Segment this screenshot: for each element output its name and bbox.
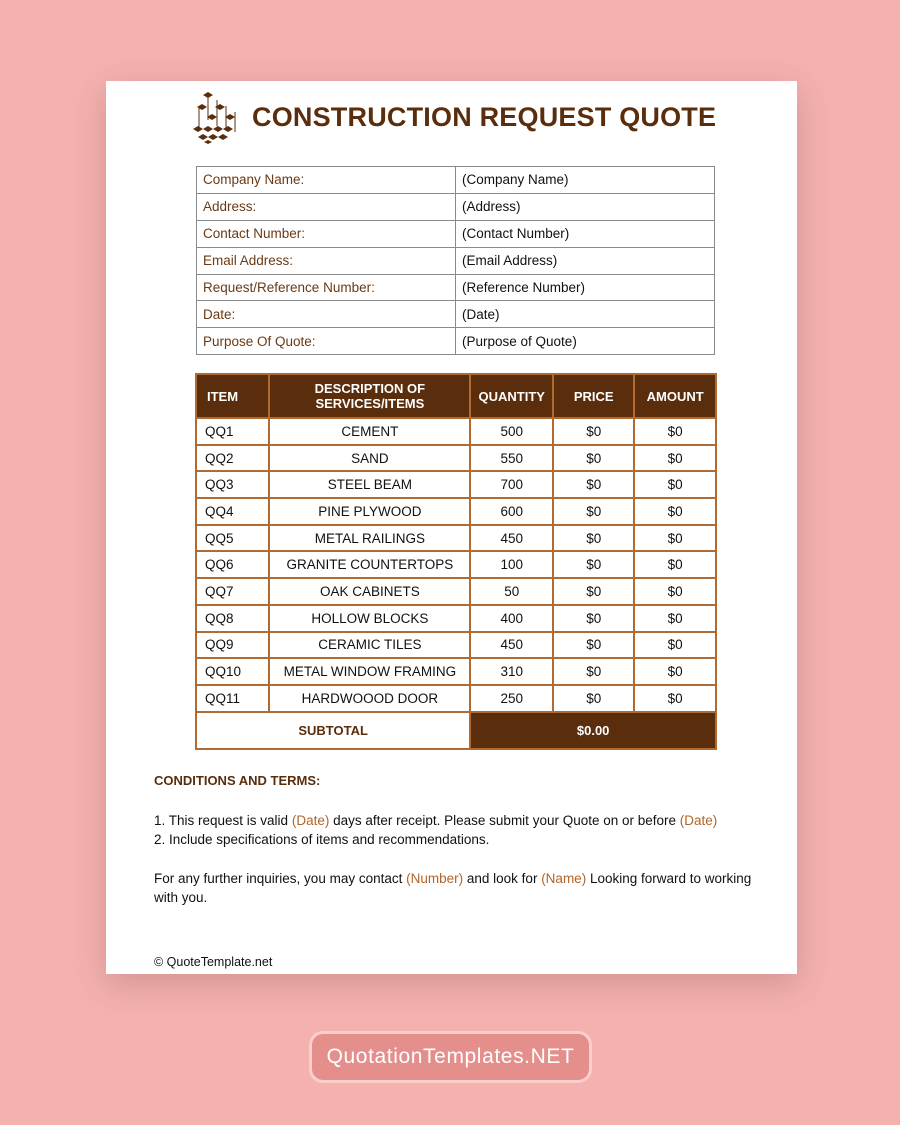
cell-amount[interactable]: $0: [635, 419, 715, 444]
cell-item[interactable]: QQ9: [197, 633, 268, 658]
cell-amount[interactable]: $0: [635, 552, 715, 577]
info-value[interactable]: (Date): [456, 301, 715, 328]
info-row: [197, 301, 715, 328]
info-label: Email Address:: [197, 247, 456, 274]
contact-text: Looking forward to working with you.: [154, 870, 752, 905]
cell-price[interactable]: $0: [554, 419, 633, 444]
cell-quantity[interactable]: 310: [471, 659, 552, 684]
cell-quantity[interactable]: 700: [471, 472, 552, 497]
cell-description[interactable]: GRANITE COUNTERTOPS: [270, 552, 469, 577]
table-row: [197, 579, 715, 604]
copyright-notice: © QuoteTemplate.net: [154, 955, 273, 969]
cell-quantity[interactable]: 100: [471, 552, 552, 577]
cell-quantity[interactable]: 450: [471, 526, 552, 551]
cell-quantity[interactable]: 250: [471, 686, 552, 711]
cell-amount[interactable]: $0: [635, 686, 715, 711]
items-header-row: [197, 375, 715, 417]
number-placeholder[interactable]: (Number): [406, 870, 464, 886]
subtotal-label: SUBTOTAL: [197, 713, 469, 748]
terms-item-1: [154, 811, 754, 831]
info-value[interactable]: (Company Name): [456, 167, 715, 194]
table-row: [197, 633, 715, 658]
cell-price[interactable]: $0: [554, 472, 633, 497]
cell-description[interactable]: METAL RAILINGS: [270, 526, 469, 551]
date-placeholder[interactable]: (Date): [291, 812, 330, 828]
header-quantity: QUANTITY: [471, 375, 552, 417]
document-title: CONSTRUCTION REQUEST QUOTE: [252, 101, 717, 132]
cell-description[interactable]: CEMENT: [270, 419, 469, 444]
info-value[interactable]: (Contact Number): [456, 220, 715, 247]
header-description-line1: DESCRIPTION OF: [314, 381, 426, 396]
cell-amount[interactable]: $0: [635, 606, 715, 631]
cell-price[interactable]: $0: [554, 552, 633, 577]
terms-title: CONDITIONS AND TERMS:: [154, 773, 321, 788]
name-placeholder[interactable]: (Name): [541, 870, 587, 886]
cell-amount[interactable]: $0: [635, 579, 715, 604]
subtotal-value: $0.00: [471, 713, 715, 748]
header-price: PRICE: [554, 375, 633, 417]
info-label: Purpose Of Quote:: [197, 328, 456, 355]
cell-quantity[interactable]: 400: [471, 606, 552, 631]
cell-description[interactable]: CERAMIC TILES: [270, 633, 469, 658]
date-placeholder[interactable]: (Date): [679, 812, 718, 828]
info-label: Company Name:: [197, 167, 456, 194]
cell-quantity[interactable]: 50: [471, 579, 552, 604]
cell-amount[interactable]: $0: [635, 659, 715, 684]
document-page: [106, 81, 797, 974]
stacked-cubes-icon: [190, 90, 244, 144]
table-row: [197, 526, 715, 551]
header-description: [270, 375, 469, 417]
spacer: [154, 850, 754, 869]
header-description-line2: SERVICES/ITEMS: [315, 396, 425, 411]
terms-item-2: 2. Include specifications of items and recommendations.: [154, 832, 490, 847]
cell-amount[interactable]: $0: [635, 526, 715, 551]
terms-text: 1. This request is valid: [154, 812, 292, 828]
cell-item[interactable]: QQ1: [197, 419, 268, 444]
document-header: [190, 87, 716, 147]
cell-item[interactable]: QQ6: [197, 552, 268, 577]
header-item: ITEM: [197, 375, 268, 417]
info-label: Address:: [197, 193, 456, 220]
items-table: [195, 373, 717, 750]
info-row: [197, 193, 715, 220]
info-value[interactable]: (Address): [456, 193, 715, 220]
cell-quantity[interactable]: 600: [471, 499, 552, 524]
cell-price[interactable]: $0: [554, 633, 633, 658]
info-value[interactable]: (Purpose of Quote): [456, 328, 715, 355]
cell-item[interactable]: QQ10: [197, 659, 268, 684]
info-row: [197, 328, 715, 355]
terms-text: days after receipt. Please submit your Quote on or before: [329, 812, 680, 828]
cell-description[interactable]: SAND: [270, 446, 469, 471]
header-amount: AMOUNT: [635, 375, 715, 417]
cell-item[interactable]: QQ11: [197, 686, 268, 711]
cell-amount[interactable]: $0: [635, 633, 715, 658]
contact-paragraph: [154, 869, 754, 908]
cell-quantity[interactable]: 450: [471, 633, 552, 658]
cell-price[interactable]: $0: [554, 526, 633, 551]
info-value[interactable]: (Reference Number): [456, 274, 715, 301]
cell-item[interactable]: QQ4: [197, 499, 268, 524]
cell-quantity[interactable]: 500: [471, 419, 552, 444]
cell-amount[interactable]: $0: [635, 472, 715, 497]
info-label: Date:: [197, 301, 456, 328]
cell-price[interactable]: $0: [554, 446, 633, 471]
cell-item[interactable]: QQ2: [197, 446, 268, 471]
info-row: [197, 274, 715, 301]
cell-description[interactable]: STEEL BEAM: [270, 472, 469, 497]
cell-item[interactable]: QQ7: [197, 579, 268, 604]
subtotal-row: [197, 713, 715, 748]
cell-price[interactable]: $0: [554, 659, 633, 684]
contact-text: For any further inquiries, you may contact: [154, 870, 407, 886]
cell-price[interactable]: $0: [554, 686, 633, 711]
cell-description[interactable]: OAK CABINETS: [270, 579, 469, 604]
cell-description[interactable]: PINE PLYWOOD: [270, 499, 469, 524]
cell-item[interactable]: QQ5: [197, 526, 268, 551]
company-info-table: [196, 166, 715, 355]
table-row: [197, 552, 715, 577]
cell-item[interactable]: QQ3: [197, 472, 268, 497]
table-row: [197, 499, 715, 524]
info-label: Request/Reference Number:: [197, 274, 456, 301]
cell-price[interactable]: $0: [554, 579, 633, 604]
cell-price[interactable]: $0: [554, 499, 633, 524]
table-row: [197, 686, 715, 711]
cell-amount[interactable]: $0: [635, 499, 715, 524]
cell-item[interactable]: QQ8: [197, 606, 268, 631]
table-row: [197, 606, 715, 631]
info-row: [197, 167, 715, 194]
cell-description[interactable]: METAL WINDOW FRAMING: [270, 659, 469, 684]
cell-quantity[interactable]: 550: [471, 446, 552, 471]
info-row: [197, 220, 715, 247]
info-value[interactable]: (Email Address): [456, 247, 715, 274]
site-badge[interactable]: QuotationTemplates.NET: [309, 1031, 592, 1083]
contact-text: and look for: [463, 870, 542, 886]
info-row: [197, 247, 715, 274]
cell-price[interactable]: $0: [554, 606, 633, 631]
info-label: Contact Number:: [197, 220, 456, 247]
cell-description[interactable]: HOLLOW BLOCKS: [270, 606, 469, 631]
cell-description[interactable]: HARDWOOOD DOOR: [270, 686, 469, 711]
terms-section: [154, 771, 754, 908]
cell-amount[interactable]: $0: [635, 446, 715, 471]
table-row: [197, 419, 715, 444]
table-row: [197, 659, 715, 684]
table-row: [197, 472, 715, 497]
table-row: [197, 446, 715, 471]
